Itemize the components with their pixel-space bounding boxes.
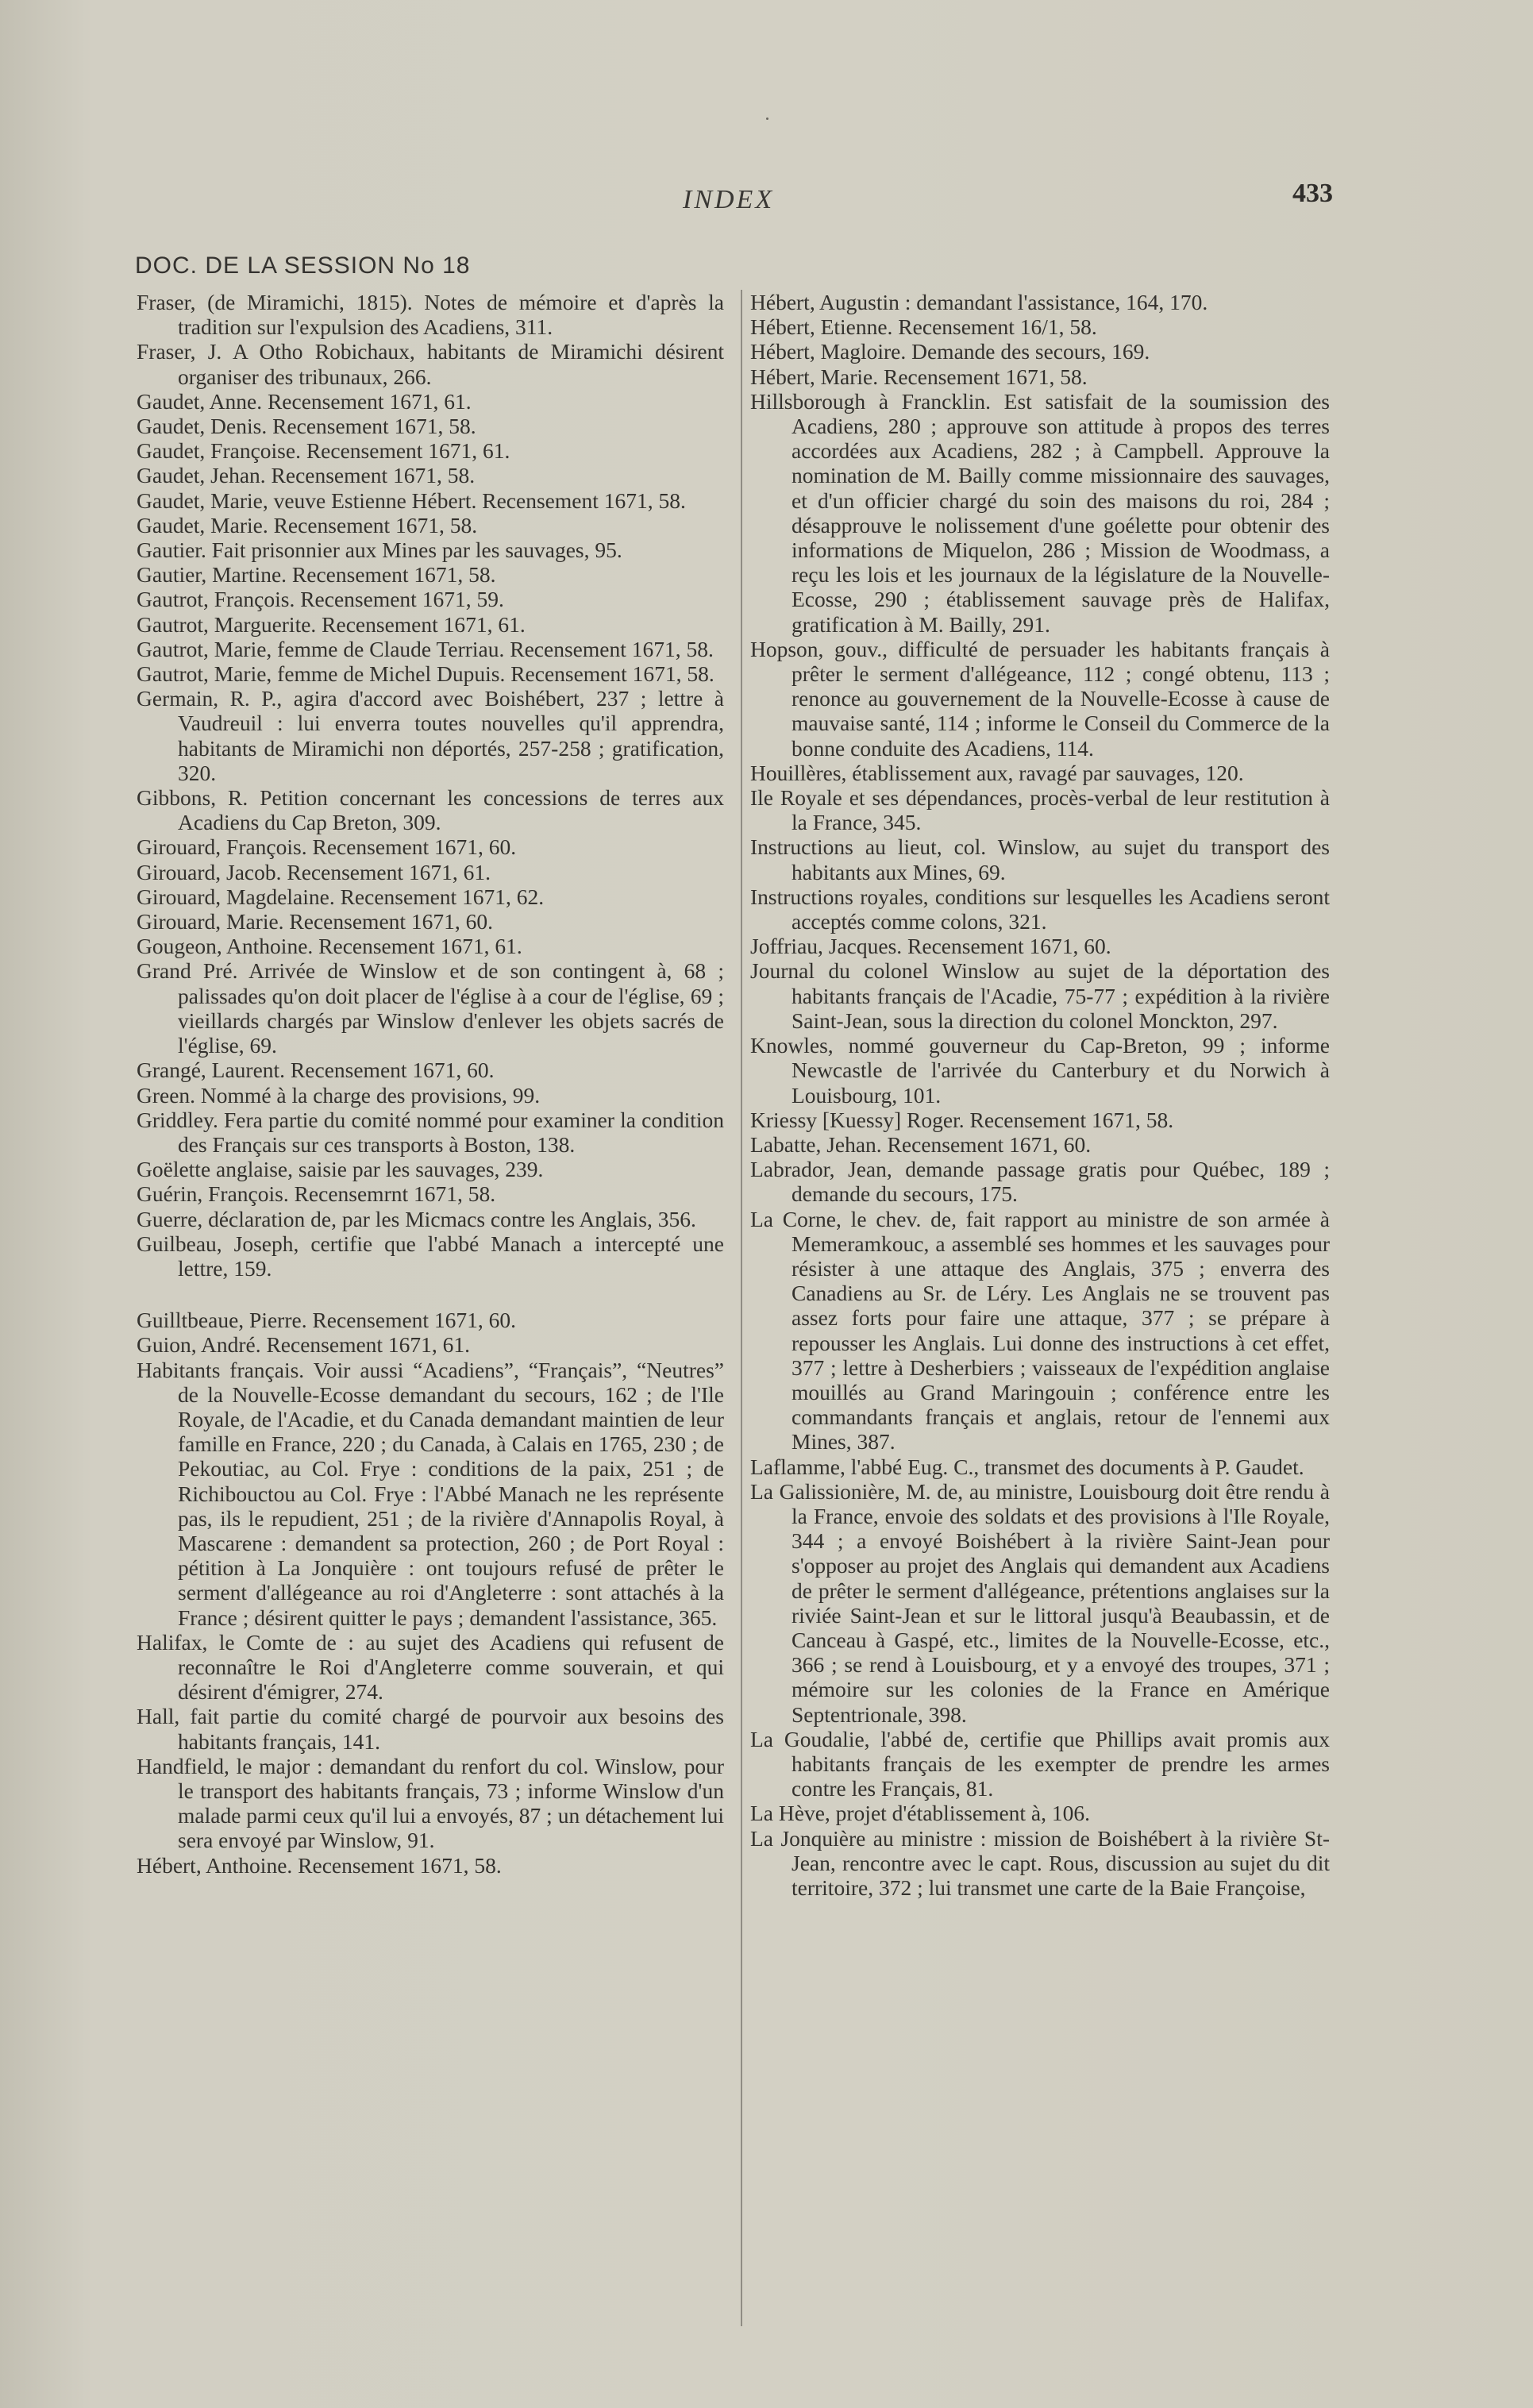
- index-entry: Gaudet, Denis. Recensement 1671, 58.: [137, 414, 476, 439]
- index-entry: Gaudet, Anne. Recensement 1671, 61.: [137, 388, 472, 414]
- index-entry: Instructions royales, conditions sur lesquelles les Acadiens seront acceptés comme colons, 321.: [750, 884, 1330, 934]
- column-divider: [741, 290, 742, 2326]
- index-entry: Gaudet, Françoise. Recensement 1671, 61.: [137, 438, 510, 464]
- index-entry: Guerre, déclaration de, par les Micmacs contre les Anglais, 356.: [137, 1206, 696, 1231]
- index-entry: Halifax, le Comte de : au sujet des Acadiens qui refusent de reconnaître le Roi d'Angleterre comme souverain, et qui désirent d'émigrer, 274.: [137, 1629, 724, 1705]
- index-entry: La Hève, projet d'établissement à, 106.: [750, 1801, 1091, 1826]
- index-entry: Gautier, Martine. Recensement 1671, 58.: [137, 562, 496, 588]
- left-index-column: [137, 290, 724, 1878]
- index-entry: La Jonquière au ministre : mission de Boishébert à la rivière St-Jean, rencontre avec le capt. Rous, discussion au sujet du dit territoire, 372 ; lui transmet une carte de la Baie Françoise,: [750, 1825, 1330, 1900]
- index-entry: Girouard, Magdelaine. Recensement 1671, 62.: [137, 884, 545, 909]
- index-entry: Griddley. Fera partie du comité nommé pour examiner la condition des Français sur ces transports à Boston, 138.: [137, 1107, 724, 1157]
- index-entry: Ile Royale et ses dépendances, procès-verbal de leur restitution à la France, 345.: [750, 785, 1330, 835]
- index-entry: Journal du colonel Winslow au sujet de la déportation des habitants français de l'Acadie, 75-77 ; expédition à la rivière Saint-Jean, sous la direction du colonel Monckton, 297.: [750, 958, 1330, 1033]
- index-entry: Labatte, Jehan. Recensement 1671, 60.: [750, 1131, 1092, 1157]
- index-entry: Habitants français. Voir aussi “Acadiens”, “Français”, “Neutres” de la Nouvelle-Ecosse demandant du secours, 162 ; de l'Ile Royale, de l'Acadie, et du Canada demandant maintien de leur famille en France, 220 ; du Canada, à Calais en 1765, 230 ; de Pekoutiac, au Col. Frye : conditions de la paix, 251 ; de Richibouctou au Col. Frye : l'Abbé Manach ne les représente pas, ils le repudient, 251 ; de la rivière d'Annapolis Royal, à Mascarene : demandent sa protection, 260 ; de Port Royal : pétition à La Jonquière : ont toujours refusé de prêter le serment d'allégeance au roi d'Angleterre : sont attachés à la France ; désirent quitter le pays ; demandent l'assistance, 365.: [137, 1357, 724, 1630]
- index-entry: Guilltbeaue, Pierre. Recensement 1671, 60.: [137, 1308, 517, 1333]
- index-entry: Houillères, établissement aux, ravagé par sauvages, 120.: [750, 760, 1244, 785]
- index-entry: Hébert, Magloire. Demande des secours, 169.: [750, 339, 1150, 364]
- index-entry: Instructions au lieut, col. Winslow, au sujet du transport des habitants aux Mines, 69.: [750, 834, 1330, 884]
- index-entry: Handfield, le major : demandant du renfort du col. Winslow, pour le transport des habitants français, 73 ; informe Winslow d'un malade parmi ceux qu'il lui a envoyés, 87 ; un détachement lui sera envoyé par Winslow, 91.: [137, 1753, 724, 1853]
- index-entry: Gautrot, Marie, femme de Michel Dupuis. Recensement 1671, 58.: [137, 661, 715, 687]
- index-entry: La Goudalie, l'abbé de, certifie que Phillips avait promis aux habitants français de les exempter de prendre les armes contre les Français, 81.: [750, 1726, 1330, 1801]
- index-entry: Gaudet, Marie. Recensement 1671, 58.: [137, 512, 478, 537]
- paper-speck: [766, 118, 768, 120]
- session-label: DOC. DE LA SESSION No 18: [135, 252, 471, 279]
- page-header: [0, 179, 1533, 234]
- index-entry: Hébert, Marie. Recensement 1671, 58.: [750, 364, 1088, 389]
- index-entry: Laflamme, l'abbé Eug. C., transmet des documents à P. Gaudet.: [750, 1454, 1304, 1479]
- index-entry: Gougeon, Anthoine. Recensement 1671, 61.: [137, 934, 522, 959]
- index-entry: Kriessy [Kuessy] Roger. Recensement 1671, 58.: [750, 1107, 1174, 1132]
- index-entry: Knowles, nommé gouverneur du Cap-Breton, 99 ; informe Newcastle de l'arrivée du Canterbury et du Norwich à Louisbourg, 101.: [750, 1033, 1330, 1108]
- index-entry: Gautrot, Marguerite. Recensement 1671, 61.: [137, 611, 526, 637]
- index-entry: Labrador, Jean, demande passage gratis pour Québec, 189 ; demande du secours, 175.: [750, 1157, 1330, 1207]
- index-entry: Grangé, Laurent. Recensement 1671, 60.: [137, 1058, 495, 1083]
- index-entry: Girouard, François. Recensement 1671, 60.: [137, 834, 517, 860]
- index-entry: Fraser, (de Miramichi, 1815). Notes de mémoire et d'après la tradition sur l'expulsion des Acadiens, 311.: [137, 290, 724, 340]
- index-entry: Hopson, gouv., difficulté de persuader les habitants français à prêter le serment d'allégeance, 112 ; congé obtenu, 113 ; renonce au gouvernement de la Nouvelle-Ecosse à cause de mauvaise santé, 114 ; informe le Conseil du Commerce de la bonne conduite des Acadiens, 114.: [750, 636, 1330, 761]
- index-entry: Green. Nommé à la charge des provisions, 99.: [137, 1082, 541, 1108]
- right-index-column: [750, 290, 1330, 1900]
- index-entry: Hébert, Etienne. Recensement 16/1, 58.: [750, 314, 1097, 340]
- index-entry: Goëlette anglaise, saisie par les sauvages, 239.: [137, 1157, 544, 1182]
- index-entry: Hillsborough à Francklin. Est satisfait de la soumission des Acadiens, 280 ; approuve son attitude à propos des terres accordées aux Acadiens, 282 ; à Campbell. Approuve la nomination de M. Bailly comme missionnaire des sauvages, et d'un officier chargé du soin des maisons du roi, 284 ; désapprouve le nolissement d'une goélette pour obtenir des informations de Miquelon, 286 ; Mission de Woodmass, a reçu les lois et les journaux de la législature de la Nouvelle-Ecosse, 290 ; établissement sauvage près de Halifax, gratification à M. Bailly, 291.: [750, 388, 1330, 637]
- index-entry: Gautier. Fait prisonnier aux Mines par les sauvages, 95.: [137, 537, 622, 563]
- index-entry: Germain, R. P., agira d'accord avec Boishébert, 237 ; lettre à Vaudreuil : lui enverra toutes nouvelles qu'il apprendra, habitants de Miramichi non déportés, 257-258 ; gratification, 320.: [137, 686, 724, 785]
- index-entry: Grand Pré. Arrivée de Winslow et de son contingent à, 68 ; palissades qu'on doit placer de l'église à a cour de l'église, 69 ; vieillards chargés par Winslow d'enlever les objets sacrés de l'église, 69.: [137, 958, 724, 1058]
- index-entry: Guion, André. Recensement 1671, 61.: [137, 1332, 471, 1358]
- index-entry: Guilbeau, Joseph, certifie que l'abbé Manach a intercepté une lettre, 159.: [137, 1231, 724, 1281]
- running-head: INDEX: [683, 185, 775, 214]
- index-entry: Gibbons, R. Petition concernant les concessions de terres aux Acadiens du Cap Breton, 309.: [137, 785, 724, 835]
- index-entry: Hall, fait partie du comité chargé de pourvoir aux besoins des habitants français, 141.: [137, 1704, 724, 1754]
- index-entry: Hébert, Anthoine. Recensement 1671, 58.: [137, 1852, 502, 1878]
- index-entry: Girouard, Marie. Recensement 1671, 60.: [137, 909, 494, 934]
- index-entry: Fraser, J. A Otho Robichaux, habitants de Miramichi désirent organiser des tribunaux, 266.: [137, 339, 724, 389]
- index-entry: Gautrot, Marie, femme de Claude Terriau. Recensement 1671, 58.: [137, 636, 714, 661]
- index-entry: Gaudet, Marie, veuve Estienne Hébert. Recensement 1671, 58.: [137, 487, 686, 513]
- page-number: 433: [1292, 179, 1333, 208]
- index-entry: La Galissionière, M. de, au ministre, Louisbourg doit être rendu à la France, envoie des soldats et des provisions à l'Ile Royale, 344 ; a envoyé Boishébert à la rivière Saint-Jean pour s'opposer au projet des Anglais qui demandent aux Acadiens de prêter le serment d'allégeance, prétentions anglaises sur la riviée Saint-Jean et sur le littoral jusqu'à Beaubassin, et de Canceau à Gaspé, etc., limites de la Nouvelle-Ecosse, etc., 366 ; se rend à Louisbourg, et y a envoyé des troupes, 371 ; mémoire sur les colonies de la France en Amérique Septentrionale, 398.: [750, 1478, 1330, 1727]
- index-entry: Gaudet, Jehan. Recensement 1671, 58.: [137, 463, 476, 488]
- index-entry: Guérin, François. Recensemrnt 1671, 58.: [137, 1181, 496, 1207]
- index-entry: Joffriau, Jacques. Recensement 1671, 60.: [750, 934, 1111, 959]
- index-entry: Gautrot, François. Recensement 1671, 59.: [137, 587, 504, 612]
- index-entry: Girouard, Jacob. Recensement 1671, 61.: [137, 859, 491, 884]
- index-entry: Hébert, Augustin : demandant l'assistance, 164, 170.: [750, 290, 1208, 314]
- index-entry: La Corne, le chev. de, fait rapport au ministre de son armée à Memeramkouc, a assemblé ses hommes et les sauvages pour résister à une attaque des Anglais, 375 ; enverra des Canadiens au Sr. de Léry. Les Anglais ne se trouvent pas assez forts pour faire une attaque, 377 ; se prépare à repousser les Anglais. Lui donne des instructions à cet effet, 377 ; lettre à Desherbiers ; vaisseaux de l'expédition anglaise mouillés au Grand Maringouin ; conférence entre les commandants français et anglais, retour de l'ennemi aux Mines, 387.: [750, 1206, 1330, 1454]
